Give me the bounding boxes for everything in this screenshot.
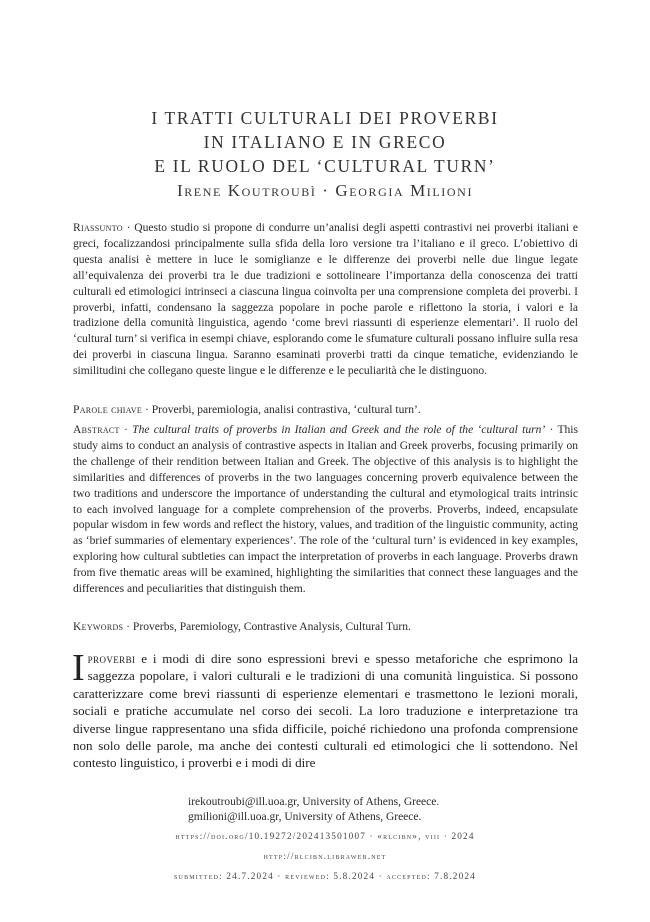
abstract-italian-separator: · xyxy=(122,222,135,234)
drop-cap: I xyxy=(72,647,85,689)
body-first-words: proverbi xyxy=(87,651,136,666)
review-dates: submitted: 24.7.2024 · reviewed: 5.8.2024 · accepted: 7.8.2024 xyxy=(174,871,476,881)
abstract-italian-label: Riassunto xyxy=(73,222,123,234)
abstract-english xyxy=(73,423,578,598)
keywords-italian xyxy=(73,403,578,419)
keywords-english xyxy=(73,620,578,636)
keywords-italian-separator: · xyxy=(142,404,152,416)
body-paragraph xyxy=(72,647,578,772)
abstract-italian-text: Questo studio si propone di condurre un’analisi degli aspetti contrastivi nei proverbi italiani e greci, focalizzandosi principalmente sulla sfida della loro versione tra l’italiano e il greco. L’obiettivo di questa analisi è mettere in luce le somiglianze e le differenze dei proverbi nelle due lingue legate all’equivalenza dei proverbi tra le due tradizioni e sottolineare l’importanza della conoscenza dei tratti culturali ed etimologici intrinseci a ciascuna lingua coinvolta per una comprensione completa dei proverbi. I proverbi, infatti, condensano la saggezza popolare in poche parole e riflettono la storia, i valori e la tradizione della comunità linguistica, agendo ‘come brevi riassunti di esperienze elementari’. Il ruolo del ‘cultural turn’ si verifica in esempi chiave, esplorando come le sfumature culturali possano influire sulla resa dei proverbi in ciascuna lingua. Saranno esaminati proverbi tratti da cinque tematiche, evidenziando le similitudini che collegano queste lingue e le differenze e le peculiarità che le distinguono. xyxy=(73,222,578,378)
footnote-author-1: irekoutroubi@ill.uoa.gr, University of Athens, Greece. xyxy=(188,796,440,808)
keywords-english-separator: · xyxy=(123,621,133,633)
title-line-2: IN ITALIANO E IN GRECO xyxy=(203,132,447,152)
footnote-author-2: gmilioni@ill.uoa.gr, University of Athens, Greece. xyxy=(188,811,422,823)
keywords-italian-label: Parole chiave xyxy=(73,404,143,416)
article-title xyxy=(60,106,590,178)
abstract-english-separator-2: · xyxy=(545,424,558,436)
body-text: e i modi di dire sono espressioni brevi e spesso metaforiche che esprimono la saggezza popolare, i valori culturali e le tradizioni di una comunità linguistica. Si possono caratterizzare come brevi riassunti di esperienze elementari e trasmettono le lezioni morali, sociali e pratiche accumulate nel corso dei secoli. La loro traduzione e interpretazione tra diverse lingue rappresentano una sfida difficile, poiché richiedono una profonda comprensione non solo delle parole, ma anche dei contesti culturali ed etimologici che li sottendono. Nel contesto linguistico, i proverbi e i modi di dire xyxy=(73,651,578,771)
abstract-english-text: This study aims to conduct an analysis of contrastive aspects in Italian and Greek proverbs, focusing primarily on the challenge of their rendition between Italian and Greek. The objective of this analysis is to highlight the similarities and differences of proverbs in the two languages concerning proverb equivalence between the two traditions and underscore the importance of understanding the cultural and etymological traits intrinsic to each involved language for a complete comprehension of the proverbs. Proverbs, indeed, encapsulate popular wisdom in few words and reflect the history, values, and tradition of the linguistic community, acting as ‘brief summaries of elementary experiences’. The role of the ‘cultural turn’ is evidenced in key examples, exploring how cultural subtleties can impact the interpretation of proverbs in each language. Proverbs drawn from five thematic areas will be examined, highlighting the similarities that connect these languages and the differences and peculiarities that distinguish them. xyxy=(73,424,578,596)
abstract-english-separator: · xyxy=(119,424,133,436)
doi-line: https://doi.org/10.19272/202413501007 · «rlcibn», viii · 2024 xyxy=(175,831,475,841)
keywords-italian-text: Proverbi, paremiologia, analisi contrastiva, ‘cultural turn’. xyxy=(151,404,421,416)
authors: Irene Koutroubì · Georgia Milioni xyxy=(176,181,474,200)
keywords-english-text: Proverbs, Paremiology, Contrastive Analysis, Cultural Turn. xyxy=(132,621,411,633)
title-line-1: I TRATTI CULTURALI DEI PROVERBI xyxy=(151,108,499,128)
abstract-italian xyxy=(73,221,578,380)
keywords-english-label: Keywords xyxy=(73,621,124,633)
abstract-english-title: The cultural traits of proverbs in Italian and Greek and the role of the ‘cultural turn’ xyxy=(132,424,546,436)
abstract-english-label: Abstract xyxy=(73,424,120,436)
title-line-3: E IL RUOLO DEL ‘CULTURAL TURN’ xyxy=(154,156,496,176)
journal-url: http://rlcibn.libraweb.net xyxy=(263,851,387,861)
